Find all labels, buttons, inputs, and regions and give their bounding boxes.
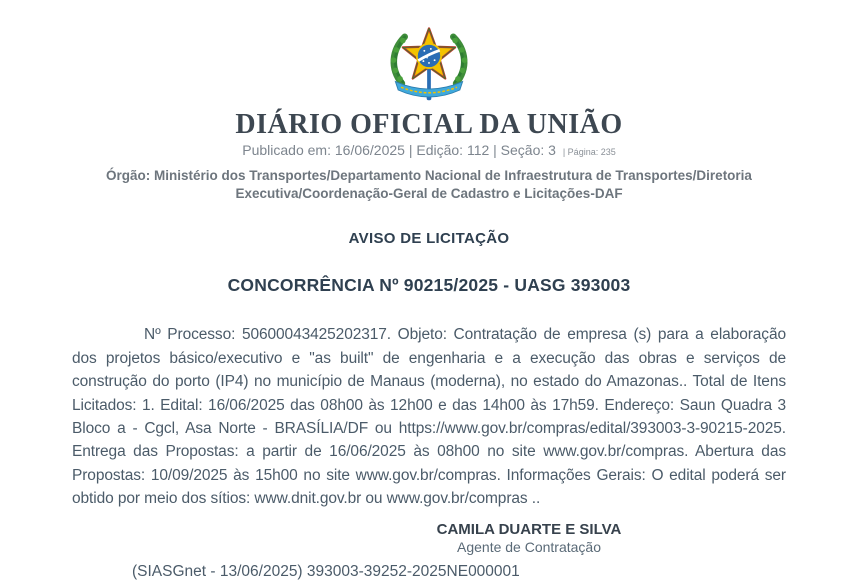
- organ-line: Órgão: Ministério dos Transportes/Departamento Nacional de Infraestrutura de Transportes/Diretoria Executiva/Coordenação-Geral de Cadastro e Licitações-DAF: [106, 168, 752, 202]
- notice-subject-title: CONCORRÊNCIA Nº 90215/2025 - UASG 393003: [227, 275, 631, 296]
- notice-section-title: AVISO DE LICITAÇÃO: [348, 230, 510, 248]
- publication-meta-page: | Página: 235: [562, 147, 616, 158]
- signatory-name: CAMILA DUARTE E SILVA: [436, 520, 622, 538]
- signature-inner: [72, 520, 786, 556]
- signatory-role: Agente de Contratação: [457, 538, 601, 555]
- publication-meta-main: Publicado em: 16/06/2025 | Edição: 112 | Seção: 3: [242, 142, 556, 159]
- signature-block: [72, 520, 786, 556]
- brazil-coat-of-arms-icon: [381, 20, 477, 104]
- publication-title: DIÁRIO OFICIAL DA UNIÃO: [235, 109, 623, 140]
- notice-body-paragraph: Nº Processo: 50600043425202317. Objeto: Contratação de empresa (s) para a elaboração dos projetos básico/executivo e "as built" de engenharia e a execução das obras e serviços de construção do porto (IP4) no município de Manaus (moderna), no estado do Amazonas.. Total de Itens Licitados: 1. Edital: 16/06/2025 das 08h00 às 12h00 e das 14h00 às 17h59. Endereço: Saun Quadra 3 Bloco a - Cgcl, Asa Norte - BRASÍLIA/DF ou https://www.gov.br/compras/edital/393003-3-90215-2025. Entrega das Propostas: a partir de 16/06/2025 às 08h00 no site www.gov.br/compras. Abertura das Propostas: 10/09/2025 às 15h00 no site www.gov.br/compras. Informações Gerais: O edital poderá ser obtido por meio dos sítios: www.dnit.gov.br ou www.gov.br/compras ..: [72, 326, 786, 508]
- masthead: [0, 20, 858, 160]
- publication-meta: [0, 142, 858, 160]
- siasgnet-reference: (SIASGnet - 13/06/2025) 393003-39252-2025NE000001: [132, 562, 520, 580]
